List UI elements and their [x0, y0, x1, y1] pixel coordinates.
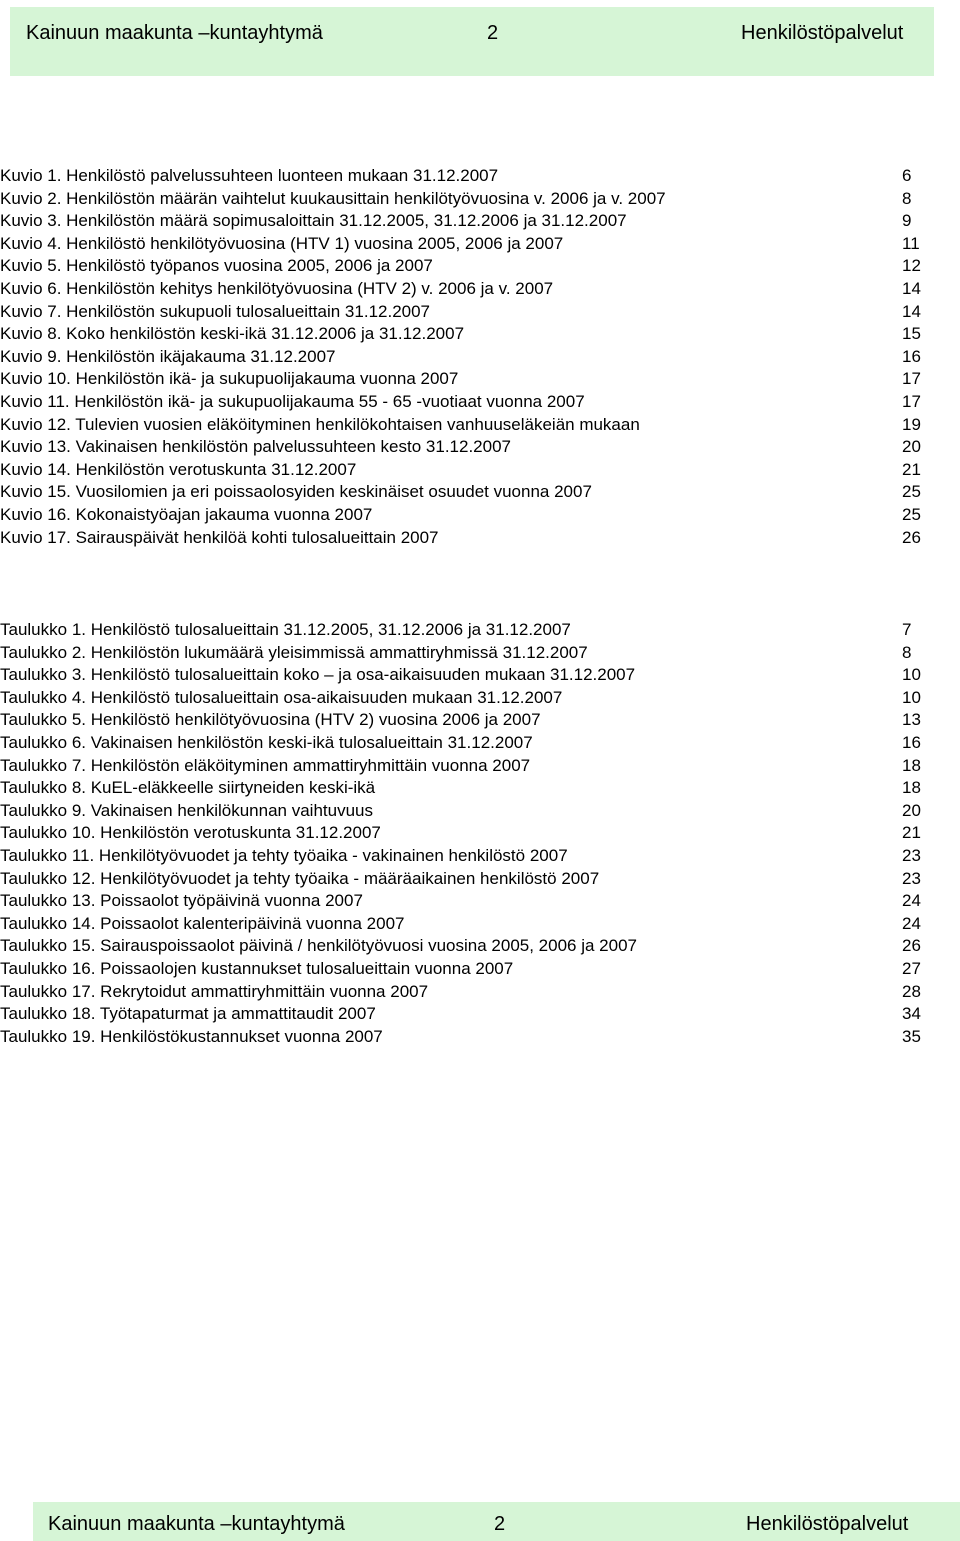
figure-entry-title: Kuvio 16. Kokonaistyöajan jakauma vuonna 2007 [0, 504, 373, 524]
table-entry-title: Taulukko 3. Henkilöstö tulosalueittain koko – ja osa-aikaisuuden mukaan 31.12.2007 [0, 665, 636, 685]
table-entry-title: Taulukko 15. Sairauspoissaolot päivinä / henkilötyövuosi vuosina 2005, 2006 ja 2007 [0, 936, 637, 956]
footer-page-number: 2 [494, 1513, 506, 1535]
table-entry[interactable] [0, 709, 960, 732]
figure-entry-page-number: 26 [902, 527, 921, 547]
table-entry-title: Taulukko 5. Henkilöstö henkilötyövuosina (HTV 2) vuosina 2006 ja 2007 [0, 710, 541, 730]
figure-entry[interactable] [0, 301, 960, 324]
table-entry-page-number: 10 [902, 665, 921, 685]
table-entry-title: Taulukko 13. Poissaolot työpäivinä vuonna 2007 [0, 891, 363, 911]
figure-entry[interactable] [0, 165, 960, 188]
figure-entry-page-number: 25 [902, 504, 921, 524]
figure-entry-page-number: 8 [902, 188, 912, 208]
figure-entry-title: Kuvio 11. Henkilöstön ikä- ja sukupuolijakauma 55 - 65 -vuotiaat vuonna 2007 [0, 391, 585, 411]
table-entry-title: Taulukko 4. Henkilöstö tulosalueittain osa-aikaisuuden mukaan 31.12.2007 [0, 687, 563, 707]
figure-entry[interactable] [0, 527, 960, 550]
figure-entry[interactable] [0, 391, 960, 414]
table-entry-title: Taulukko 14. Poissaolot kalenteripäivinä vuonna 2007 [0, 913, 405, 933]
table-entry[interactable] [0, 687, 960, 710]
table-entry[interactable] [0, 664, 960, 687]
figure-entry-page-number: 21 [902, 459, 921, 479]
figure-entry[interactable] [0, 210, 960, 233]
figure-entry[interactable] [0, 278, 960, 301]
table-entry[interactable] [0, 619, 960, 642]
table-entry-page-number: 28 [902, 981, 921, 1001]
figure-entry-title: Kuvio 4. Henkilöstö henkilötyövuosina (HTV 1) vuosina 2005, 2006 ja 2007 [0, 233, 564, 253]
table-entry[interactable] [0, 732, 960, 755]
figure-entry[interactable] [0, 323, 960, 346]
table-entry[interactable] [0, 845, 960, 868]
header-organization: Kainuun maakunta –kuntayhtymä [26, 22, 323, 44]
figure-entry-page-number: 20 [902, 437, 921, 457]
table-entry-page-number: 21 [902, 823, 921, 843]
table-entry[interactable] [0, 1026, 960, 1049]
table-entry-title: Taulukko 7. Henkilöstön eläköityminen ammattiryhmittäin vuonna 2007 [0, 755, 531, 775]
table-entry-page-number: 7 [902, 620, 912, 639]
header-department: Henkilöstöpalvelut [741, 22, 904, 44]
figure-entry-title: Kuvio 13. Vakinaisen henkilöstön palvelussuhteen kesto 31.12.2007 [0, 437, 511, 457]
table-entry-page-number: 35 [902, 1026, 921, 1046]
table-entry[interactable] [0, 868, 960, 891]
figure-entry-page-number: 16 [902, 346, 921, 366]
figure-entry-page-number: 11 [902, 233, 920, 253]
figure-entry-page-number: 15 [902, 324, 921, 344]
table-entry-page-number: 8 [902, 642, 912, 662]
table-entry-page-number: 23 [902, 845, 921, 865]
figure-entry-title: Kuvio 10. Henkilöstön ikä- ja sukupuolijakauma vuonna 2007 [0, 369, 459, 389]
table-entry[interactable] [0, 642, 960, 665]
table-entry-page-number: 27 [902, 958, 921, 978]
table-entry-title: Taulukko 19. Henkilöstökustannukset vuonna 2007 [0, 1026, 383, 1046]
table-entry-page-number: 18 [902, 778, 921, 798]
table-entry-page-number: 16 [902, 732, 921, 752]
figure-entry[interactable] [0, 188, 960, 211]
figure-entry-title: Kuvio 8. Koko henkilöstön keski-ikä 31.12.2006 ja 31.12.2007 [0, 324, 465, 344]
figure-list [0, 165, 960, 549]
figure-entry-title: Kuvio 3. Henkilöstön määrä sopimusaloittain 31.12.2005, 31.12.2006 ja 31.12.2007 [0, 211, 627, 231]
table-entry[interactable] [0, 981, 960, 1004]
figure-entry-title: Kuvio 6. Henkilöstön kehitys henkilötyövuosina (HTV 2) v. 2006 ja v. 2007 [0, 278, 554, 298]
figure-entry[interactable] [0, 255, 960, 278]
table-entry[interactable] [0, 958, 960, 981]
table-entry[interactable] [0, 890, 960, 913]
table-entry-page-number: 26 [902, 936, 921, 956]
table-entry[interactable] [0, 822, 960, 845]
table-entry-title: Taulukko 9. Vakinaisen henkilökunnan vaihtuvuus [0, 800, 373, 820]
table-entry-title: Taulukko 18. Työtapaturmat ja ammattitaudit 2007 [0, 1004, 376, 1024]
table-entry[interactable] [0, 913, 960, 936]
figure-entry-page-number: 25 [902, 482, 921, 502]
table-entry-title: Taulukko 12. Henkilötyövuodet ja tehty työaika - määräaikainen henkilöstö 2007 [0, 868, 600, 888]
table-entry-title: Taulukko 16. Poissaolojen kustannukset tulosalueittain vuonna 2007 [0, 958, 514, 978]
figure-entry-title: Kuvio 1. Henkilöstö palvelussuhteen luonteen mukaan 31.12.2007 [0, 166, 499, 185]
table-entry[interactable] [0, 800, 960, 823]
table-list [0, 619, 960, 1048]
table-entry-page-number: 20 [902, 800, 921, 820]
figure-entry-page-number: 6 [902, 166, 912, 185]
figure-entry[interactable] [0, 346, 960, 369]
page-header [10, 7, 934, 76]
table-entry-title: Taulukko 17. Rekrytoidut ammattiryhmittäin vuonna 2007 [0, 981, 429, 1001]
figure-entry-page-number: 12 [902, 256, 921, 276]
header-page-number: 2 [487, 22, 499, 44]
figure-entry[interactable] [0, 414, 960, 437]
table-entry-title: Taulukko 1. Henkilöstö tulosalueittain 31.12.2005, 31.12.2006 ja 31.12.2007 [0, 620, 571, 639]
table-entry-title: Taulukko 11. Henkilötyövuodet ja tehty työaika - vakinainen henkilöstö 2007 [0, 845, 568, 865]
table-entry-page-number: 23 [902, 868, 921, 888]
table-entry[interactable] [0, 935, 960, 958]
table-entry-page-number: 18 [902, 755, 921, 775]
figure-entry-title: Kuvio 5. Henkilöstö työpanos vuosina 2005, 2006 ja 2007 [0, 256, 433, 276]
page-footer [33, 1502, 960, 1541]
figure-entry[interactable] [0, 504, 960, 527]
table-entry-page-number: 34 [902, 1004, 921, 1024]
figure-entry-title: Kuvio 15. Vuosilomien ja eri poissaolosyiden keskinäiset osuudet vuonna 2007 [0, 482, 592, 502]
figure-entry-title: Kuvio 12. Tulevien vuosien eläköityminen henkilökohtaisen vanhuuseläkeiän mukaan [0, 414, 640, 434]
table-entry-title: Taulukko 8. KuEL-eläkkeelle siirtyneiden keski-ikä [0, 778, 376, 798]
footer-department: Henkilöstöpalvelut [746, 1513, 909, 1535]
table-entry[interactable] [0, 777, 960, 800]
table-entry[interactable] [0, 755, 960, 778]
table-entry-page-number: 10 [902, 687, 921, 707]
table-entry-title: Taulukko 10. Henkilöstön verotuskunta 31.12.2007 [0, 823, 381, 843]
figure-entry[interactable] [0, 233, 960, 256]
table-entry-title: Taulukko 2. Henkilöstön lukumäärä yleisimmissä ammattiryhmissä 31.12.2007 [0, 642, 588, 662]
figure-entry-title: Kuvio 2. Henkilöstön määrän vaihtelut kuukausittain henkilötyövuosina v. 2006 ja v. 2007 [0, 188, 666, 208]
figure-entry[interactable] [0, 368, 960, 391]
table-entry-page-number: 13 [902, 710, 921, 730]
figure-entry-title: Kuvio 14. Henkilöstön verotuskunta 31.12.2007 [0, 459, 357, 479]
figure-entry-title: Kuvio 9. Henkilöstön ikäjakauma 31.12.2007 [0, 346, 336, 366]
figure-entry-page-number: 19 [902, 414, 921, 434]
figure-entry-title: Kuvio 7. Henkilöstön sukupuoli tulosalueittain 31.12.2007 [0, 301, 431, 321]
table-entry-page-number: 24 [902, 891, 921, 911]
table-entry-page-number: 24 [902, 913, 921, 933]
figure-entry[interactable] [0, 481, 960, 504]
figure-entry-page-number: 17 [902, 391, 921, 411]
figure-entry-page-number: 14 [902, 278, 921, 298]
table-entry-title: Taulukko 6. Vakinaisen henkilöstön keski-ikä tulosalueittain 31.12.2007 [0, 732, 533, 752]
figure-entry-page-number: 14 [902, 301, 921, 321]
figure-entry-title: Kuvio 17. Sairauspäivät henkilöä kohti tulosalueittain 2007 [0, 527, 439, 547]
table-entry[interactable] [0, 1003, 960, 1026]
figure-entry[interactable] [0, 436, 960, 459]
figure-entry-page-number: 17 [902, 369, 921, 389]
figure-entry-page-number: 9 [902, 211, 912, 231]
figure-entry[interactable] [0, 459, 960, 482]
footer-organization: Kainuun maakunta –kuntayhtymä [48, 1513, 345, 1535]
